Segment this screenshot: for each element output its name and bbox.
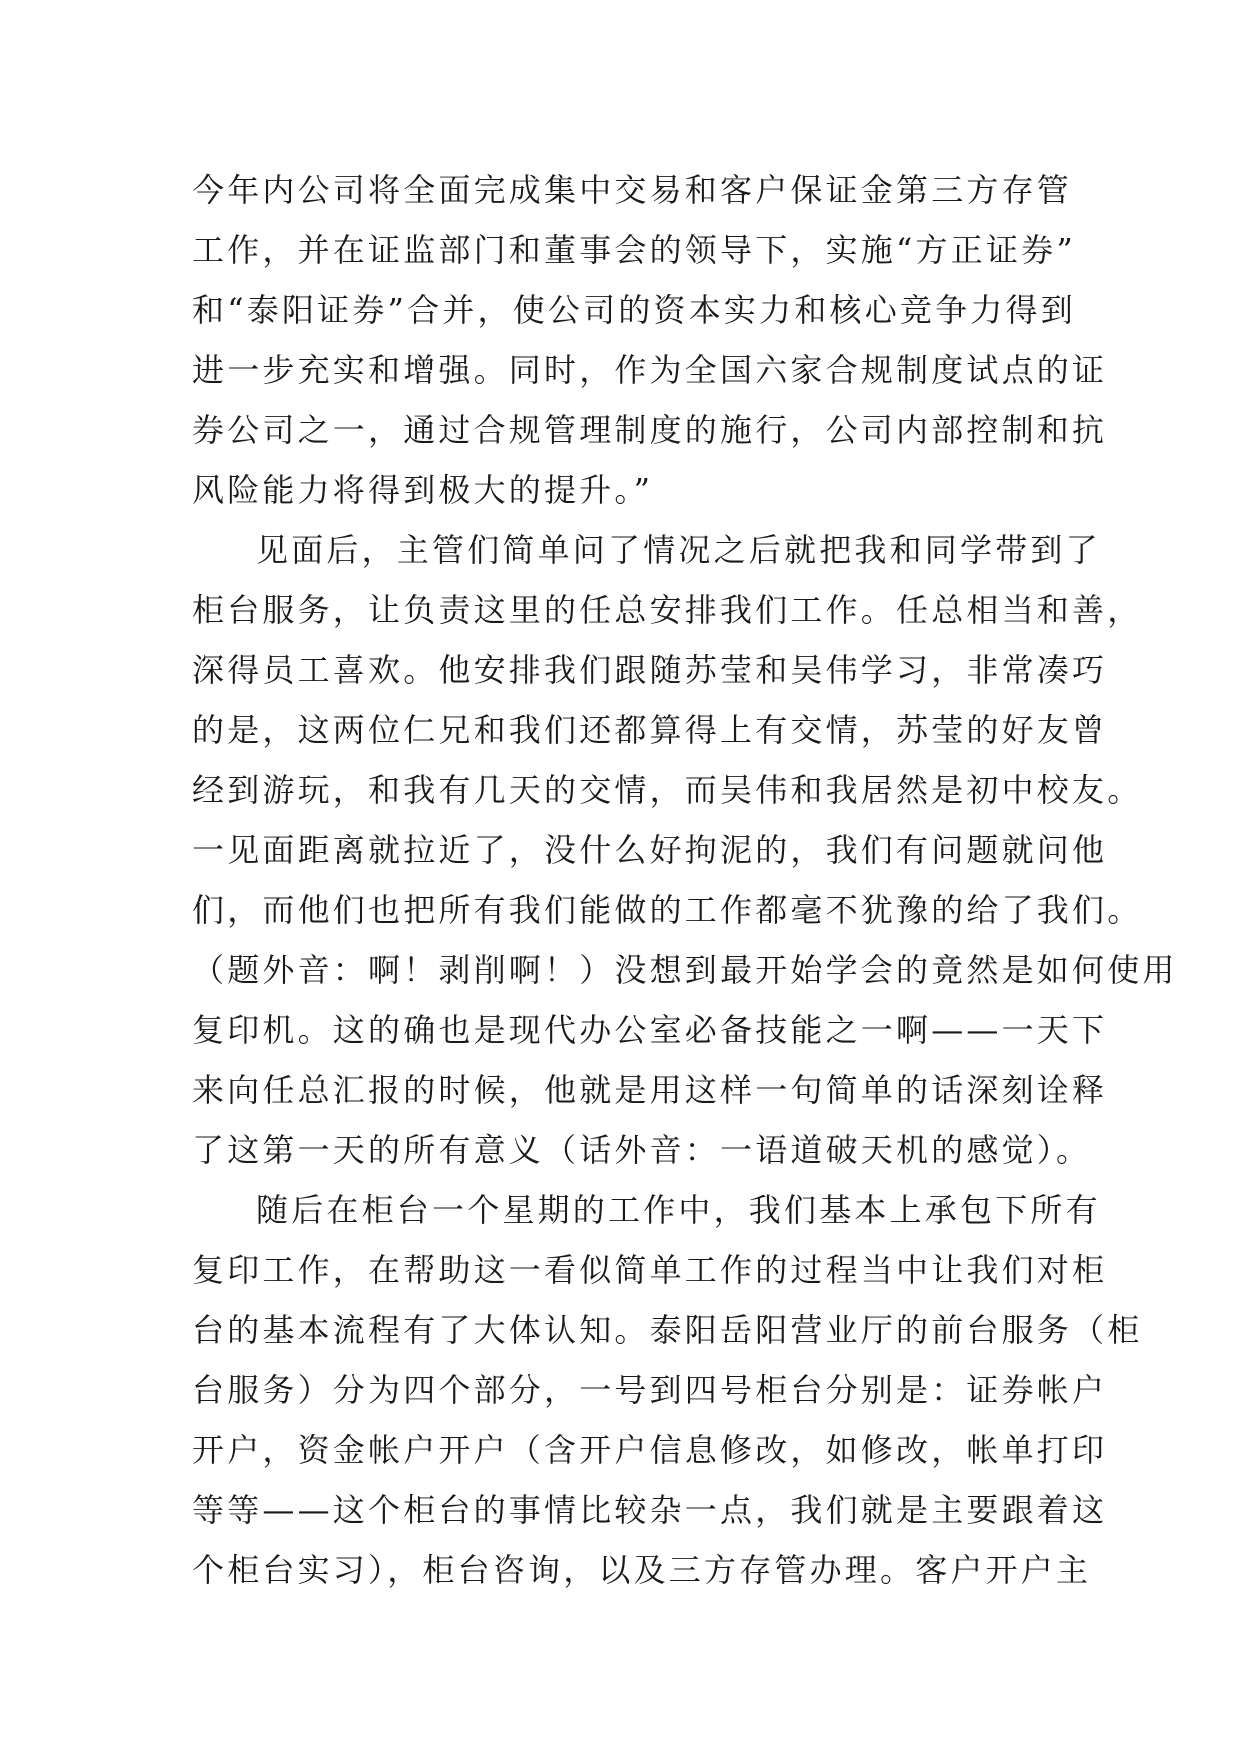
text-line-15: 复印机。这的确也是现代办公室必备技能之一啊——一天下: [192, 1011, 1108, 1049]
text-line-11: 经到游玩，和我有几天的交情，而吴伟和我居然是初中校友。: [192, 771, 1143, 809]
text-line-8: 柜台服务，让负责这里的任总安排我们工作。任总相当和善，: [192, 591, 1143, 629]
text-line-23: 等等——这个柜台的事情比较杂一点，我们就是主要跟着这: [192, 1491, 1108, 1529]
text-line-16: 来向任总汇报的时候，他就是用这样一句简单的话深刻诠释: [192, 1071, 1108, 1109]
paragraph-start-line: 见面后，主管们简单问了情况之后就把我和同学带到了: [256, 531, 1101, 569]
text-line-21: 台服务）分为四个部分，一号到四号柜台分别是：证券帐户: [192, 1371, 1108, 1409]
paragraph-start-line: 随后在柜台一个星期的工作中，我们基本上承包下所有: [256, 1191, 1101, 1229]
text-line-20: 台的基本流程有了大体认知。泰阳岳阳营业厅的前台服务（柜: [192, 1311, 1143, 1349]
text-line-12: 一见面距离就拉近了，没什么好拘泥的，我们有问题就问他: [192, 831, 1108, 869]
text-line-1: 今年内公司将全面完成集中交易和客户保证金第三方存管: [192, 171, 1073, 209]
text-line-9: 深得员工喜欢。他安排我们跟随苏莹和吴伟学习，非常凑巧: [192, 651, 1108, 689]
text-line-19: 复印工作，在帮助这一看似简单工作的过程当中让我们对柜: [192, 1251, 1108, 1289]
text-line-14: （题外音：啊！剥削啊！）没想到最开始学会的竟然是如何使用: [192, 951, 1178, 989]
text-line-13: 们，而他们也把所有我们能做的工作都毫不犹豫的给了我们。: [192, 891, 1143, 929]
text-line-3: 和“泰阳证券”合并，使公司的资本实力和核心竞争力得到: [192, 291, 1076, 329]
text-line-17: 了这第一天的所有意义（话外音：一语道破天机的感觉）。: [192, 1131, 1092, 1169]
text-line-22: 开户，资金帐户开户（含开户信息修改，如修改，帐单打印: [192, 1431, 1108, 1469]
text-line-2: 工作，并在证监部门和董事会的领导下，实施“方正证券”: [192, 231, 1076, 269]
text-line-4: 进一步充实和增强。同时，作为全国六家合规制度试点的证: [192, 351, 1108, 389]
text-line-5: 券公司之一，通过合规管理制度的施行，公司内部控制和抗: [192, 411, 1108, 449]
text-line-24: 个柜台实习），柜台咨询，以及三方存管办理。客户开户主: [192, 1551, 1092, 1589]
text-line-6: 风险能力将得到极大的提升。”: [192, 471, 654, 509]
document-body: [192, 160, 1178, 1600]
text-line-10: 的是，这两位仁兄和我们还都算得上有交情，苏莹的好友曾: [192, 711, 1108, 749]
